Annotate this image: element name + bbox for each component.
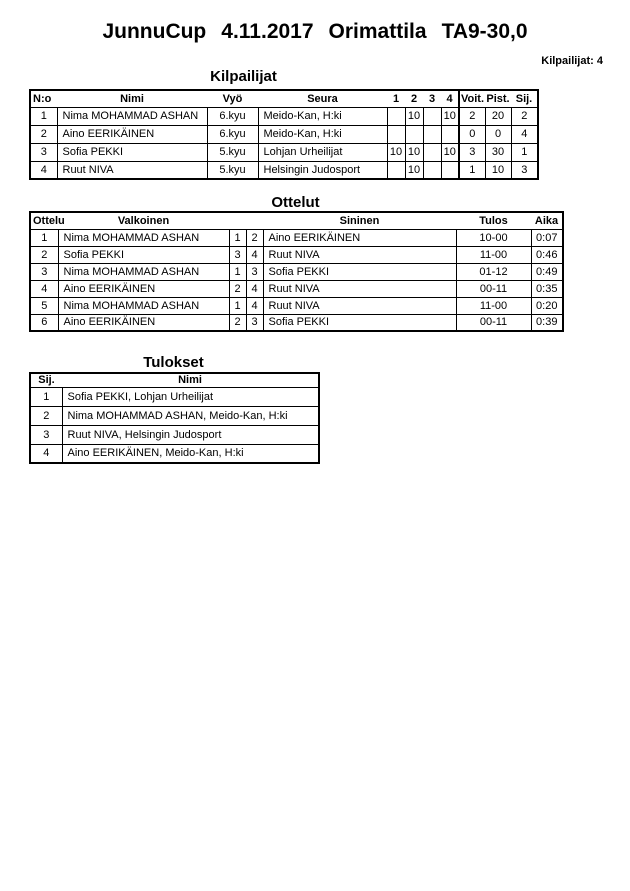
- competitor-points: 20: [485, 107, 511, 125]
- col-club: Seura: [307, 92, 338, 105]
- col-white-number: [229, 212, 246, 229]
- competitor-place: 2: [511, 107, 538, 125]
- match-number: 1: [30, 229, 58, 246]
- match-number: 6: [30, 314, 58, 331]
- col-round-4: 4: [446, 92, 453, 105]
- final-competitor: Ruut NIVA, Helsingin Judosport: [62, 425, 319, 444]
- competitors-header-row: [30, 90, 538, 107]
- round-1-score: [387, 125, 405, 143]
- match-time: 0:20: [531, 297, 563, 314]
- competitor-wins: 0: [459, 125, 485, 143]
- white-competitor-number: 3: [229, 246, 246, 263]
- col-round-3: 3: [428, 92, 436, 105]
- competitor-points: 30: [485, 143, 511, 161]
- match-time: 0:39: [531, 314, 563, 331]
- final-competitor: Sofia PEKKI, Lohjan Urheilijat: [62, 387, 319, 406]
- col-place: Sij.: [515, 92, 533, 105]
- match-row: [30, 263, 563, 280]
- competitor-name: Aino EERIKÄINEN: [57, 125, 207, 143]
- blue-competitor-name: Ruut NIVA: [263, 297, 456, 314]
- match-result: 00-11: [456, 280, 531, 297]
- match-number: 3: [30, 263, 58, 280]
- competitor-name: Sofia PEKKI: [57, 143, 207, 161]
- final-competitor: Aino EERIKÄINEN, Meido-Kan, H:ki: [62, 444, 319, 463]
- competitor-wins: 1: [459, 161, 485, 179]
- title-event: JunnuCup: [102, 20, 207, 43]
- result-row: [30, 425, 319, 444]
- competitors-table: [29, 89, 539, 180]
- col-blue-number: [246, 212, 263, 229]
- competitor-number: 1: [30, 107, 57, 125]
- col-belt: Vyö: [222, 92, 243, 105]
- competitor-row: [30, 143, 538, 161]
- col-match-number: Ottelu: [33, 214, 65, 227]
- round-1-score: [387, 107, 405, 125]
- white-competitor-name: Aino EERIKÄINEN: [58, 314, 229, 331]
- match-time: 0:49: [531, 263, 563, 280]
- competitor-points: 10: [485, 161, 511, 179]
- col-final-place: Sij.: [38, 374, 55, 387]
- competitor-club: Meido-Kan, H:ki: [258, 107, 387, 125]
- match-result: 11-00: [456, 297, 531, 314]
- competitor-row: [30, 107, 538, 125]
- results-header-row: [30, 373, 319, 387]
- result-row: [30, 387, 319, 406]
- col-blue: Sininen: [339, 214, 380, 227]
- match-row: [30, 229, 563, 246]
- blue-competitor-number: 3: [246, 263, 263, 280]
- competitor-row: [30, 125, 538, 143]
- competitor-number: 2: [30, 125, 57, 143]
- competitor-wins: 3: [459, 143, 485, 161]
- competitor-name: Nima MOHAMMAD ASHAN: [57, 107, 207, 125]
- col-round-1: 1: [392, 92, 400, 105]
- blue-competitor-name: Ruut NIVA: [263, 280, 456, 297]
- match-time: 0:07: [531, 229, 563, 246]
- white-competitor-number: 1: [229, 297, 246, 314]
- final-place: 4: [30, 444, 62, 463]
- match-result: 11-00: [456, 246, 531, 263]
- results-heading: Tulokset: [143, 354, 204, 371]
- title-location: Orimattila: [328, 20, 427, 43]
- competitors-count-label: Kilpailijat: 4: [541, 55, 603, 67]
- matches-table: [29, 211, 564, 332]
- white-competitor-number: 2: [229, 280, 246, 297]
- round-2-score: 10: [405, 161, 423, 179]
- match-number: 5: [30, 297, 58, 314]
- competitor-club: Helsingin Judosport: [258, 161, 387, 179]
- white-competitor-name: Nima MOHAMMAD ASHAN: [58, 263, 229, 280]
- match-row: [30, 246, 563, 263]
- match-result: 01-12: [456, 263, 531, 280]
- competitor-belt: 5.kyu: [207, 161, 258, 179]
- round-3-score: [423, 143, 441, 161]
- competitor-belt: 6.kyu: [207, 107, 258, 125]
- white-competitor-name: Aino EERIKÄINEN: [58, 280, 229, 297]
- match-row: [30, 314, 563, 331]
- final-place: 2: [30, 406, 62, 425]
- round-3-score: [423, 125, 441, 143]
- page-title: [0, 20, 630, 44]
- result-row: [30, 406, 319, 425]
- col-number: N:o: [33, 92, 52, 105]
- round-2-score: 10: [405, 143, 423, 161]
- match-result: 10-00: [456, 229, 531, 246]
- round-4-score: [441, 161, 459, 179]
- col-white: Valkoinen: [117, 214, 170, 227]
- white-competitor-number: 1: [229, 229, 246, 246]
- match-number: 2: [30, 246, 58, 263]
- blue-competitor-name: Sofia PEKKI: [263, 314, 456, 331]
- blue-competitor-number: 4: [246, 280, 263, 297]
- competitor-place: 1: [511, 143, 538, 161]
- blue-competitor-number: 4: [246, 246, 263, 263]
- blue-competitor-name: Aino EERIKÄINEN: [263, 229, 456, 246]
- match-time: 0:46: [531, 246, 563, 263]
- blue-competitor-number: 2: [246, 229, 263, 246]
- matches-heading: Ottelut: [271, 194, 320, 211]
- round-2-score: [405, 125, 423, 143]
- competitor-club: Meido-Kan, H:ki: [258, 125, 387, 143]
- col-points: Pist.: [486, 92, 510, 105]
- match-time: 0:35: [531, 280, 563, 297]
- round-4-score: 10: [441, 107, 459, 125]
- match-row: [30, 280, 563, 297]
- blue-competitor-number: 3: [246, 314, 263, 331]
- competitor-belt: 6.kyu: [207, 125, 258, 143]
- col-wins: Voit.: [459, 90, 485, 107]
- competitor-place: 3: [511, 161, 538, 179]
- competitor-number: 4: [30, 161, 57, 179]
- final-place: 3: [30, 425, 62, 444]
- matches-header-row: [30, 212, 563, 229]
- title-date: 4.11.2017: [221, 20, 314, 43]
- white-competitor-name: Nima MOHAMMAD ASHAN: [58, 229, 229, 246]
- white-competitor-name: Nima MOHAMMAD ASHAN: [58, 297, 229, 314]
- results-table: [29, 372, 320, 464]
- round-4-score: 10: [441, 143, 459, 161]
- final-place: 1: [30, 387, 62, 406]
- competitor-belt: 5.kyu: [207, 143, 258, 161]
- round-1-score: 10: [387, 143, 405, 161]
- round-3-score: [423, 107, 441, 125]
- col-result: Tulos: [479, 214, 508, 227]
- col-time: Aika: [534, 214, 559, 227]
- col-name: Nimi: [120, 92, 144, 105]
- final-competitor: Nima MOHAMMAD ASHAN, Meido-Kan, H:ki: [62, 406, 319, 425]
- match-result: 00-11: [456, 314, 531, 331]
- col-round-2: 2: [410, 92, 418, 105]
- competitor-number: 3: [30, 143, 57, 161]
- result-row: [30, 444, 319, 463]
- competitor-wins: 2: [459, 107, 485, 125]
- white-competitor-number: 2: [229, 314, 246, 331]
- match-number: 4: [30, 280, 58, 297]
- competitor-place: 4: [511, 125, 538, 143]
- blue-competitor-name: Sofia PEKKI: [263, 263, 456, 280]
- round-4-score: [441, 125, 459, 143]
- white-competitor-name: Sofia PEKKI: [58, 246, 229, 263]
- competitor-name: Ruut NIVA: [57, 161, 207, 179]
- title-category: TA9-30,0: [441, 20, 528, 43]
- round-2-score: 10: [405, 107, 423, 125]
- blue-competitor-name: Ruut NIVA: [263, 246, 456, 263]
- match-row: [30, 297, 563, 314]
- round-1-score: [387, 161, 405, 179]
- competitor-row: [30, 161, 538, 179]
- col-final-name: Nimi: [178, 374, 202, 387]
- white-competitor-number: 1: [229, 263, 246, 280]
- round-3-score: [423, 161, 441, 179]
- blue-competitor-number: 4: [246, 297, 263, 314]
- competitors-heading: Kilpailijat: [210, 68, 277, 85]
- competitor-points: 0: [485, 125, 511, 143]
- competitor-club: Lohjan Urheilijat: [258, 143, 387, 161]
